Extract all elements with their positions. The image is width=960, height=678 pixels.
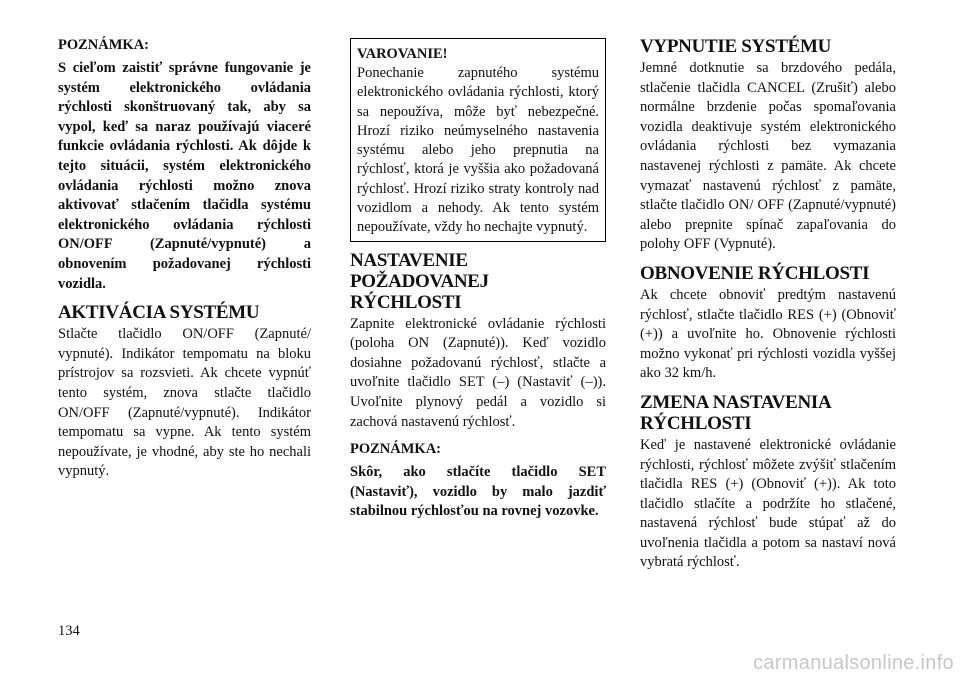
warning-heading: VAROVANIE! bbox=[357, 46, 448, 62]
page-number: 134 bbox=[58, 623, 80, 639]
section-heading-change-speed bbox=[640, 392, 896, 434]
watermark: carmanualsonline.info bbox=[753, 652, 954, 674]
warning-box bbox=[350, 38, 606, 242]
section-heading-line: ZMENA NASTAVENIA bbox=[640, 391, 832, 413]
section-heading-resume-speed: OBNOVENIE RÝCHLOSTI bbox=[640, 262, 870, 284]
note-body: Skôr, ako stlačíte tlačidlo SET (Nastaviť), vozidlo by malo jazdiť stabilnou rýchlosťou na rovnej vozovke. bbox=[350, 464, 606, 520]
section-heading-line: RÝCHLOSTI bbox=[350, 291, 462, 313]
section-heading-activation: AKTIVÁCIA SYSTÉMU bbox=[58, 302, 260, 324]
section-body-set-speed: Zapnite elektronické ovládanie rýchlosti (poloha ON (Zapnuté)). Keď vozidlo dosiahne požadovanú rýchlosť, stlačte a uvoľnite tlačidlo SET (–) (Nastaviť (–)). Uvoľnite plynový pedál a vozidlo si zachová nastavenú rýchlosť. bbox=[350, 315, 606, 430]
section-heading-set-speed bbox=[350, 250, 606, 313]
note-body: S cieľom zaistiť správne fungovanie je systém elektronického ovládania rýchlosti skonštruovaný tak, aby sa vypol, keď sa naraz používajú viaceré funkcie ovládania rýchlosti. Ak dôjde k tejto situácii, systém elektronického ovládania rýchlosti možno znova aktivovať stlačením tlačidla systému elektronického ovládania rýchlosti ON/OFF (Zapnuté/vypnuté) a obnovením požadovanej rýchlosti vozidla. bbox=[58, 60, 311, 292]
section-body-deactivation: Jemné dotknutie sa brzdového pedála, stlačenie tlačidla CANCEL (Zrušiť) alebo normálne brzdenie počas spomaľovania vozidla deaktivuje systém elektronického ovládania rýchlosti bez vymazania nastavenej rýchlosti z pamäte. Ak chcete vymazať nastavenú rýchlosť z pamäte, stlačte tlačidlo ON/ OFF (Zapnuté/vypnuté) alebo prepnite spínač zapaľovania do polohy OFF (Vypnuté). bbox=[640, 60, 896, 253]
note-heading: POZNÁMKA: bbox=[58, 37, 150, 53]
section-heading-line: RÝCHLOSTI bbox=[640, 412, 752, 434]
section-body-change-speed: Keď je nastavené elektronické ovládanie rýchlosti, rýchlosť môžete zvýšiť stlačením tlačidla RES (+) (Obnoviť (+)). Ak toto tlačidlo stlačíte a podržíte ho stlačené, nastavená rýchlosť bude stúpať až do uvoľnenia tlačidla a potom sa nastaví nová vybratá rýchlosť. bbox=[640, 436, 896, 571]
column-left bbox=[58, 32, 311, 482]
section-heading-deactivation: VYPNUTIE SYSTÉMU bbox=[640, 36, 832, 57]
column-right bbox=[640, 32, 896, 573]
note-heading: POZNÁMKA: bbox=[350, 441, 442, 458]
section-heading-line: NASTAVENIE bbox=[350, 249, 468, 271]
section-heading-line: POŽADOVANEJ bbox=[350, 270, 489, 292]
warning-body: Ponechanie zapnutého systému elektronického ovládania rýchlosti, ktorý sa nepoužíva, môže byť nebezpečné. Hrozí riziko neúmyselného nastavenia systému alebo jeho prepnutia na rýchlosť, ktorá je vyššia ako požadovaná rýchlosť. Hrozí riziko straty kontroly nad vozidlom a nehody. Ak tento systém nepoužívate, vždy ho nechajte vypnutý. bbox=[357, 65, 599, 236]
section-body-resume-speed: Ak chcete obnoviť predtým nastavenú rýchlosť, stlačte tlačidlo RES (+) (Obnoviť (+)) a uvoľnite ho. Obnovenie rýchlosti možno vykonať pri rýchlosti vozidla vyššej ako 32 km/h. bbox=[640, 286, 896, 382]
section-body-activation: Stlačte tlačidlo ON/OFF (Zapnuté/ vypnuté). Indikátor tempomatu na bloku prístrojov sa rozsvieti. Ak chcete vypnúť tento systém, znova stlačte tlačidlo ON/OFF (Zapnuté/vypnuté). Indikátor tempomatu sa vypne. Ak tento systém nepoužívate, je vhodné, aby ste ho nechali vypnutý. bbox=[58, 326, 311, 480]
column-middle bbox=[350, 32, 606, 522]
